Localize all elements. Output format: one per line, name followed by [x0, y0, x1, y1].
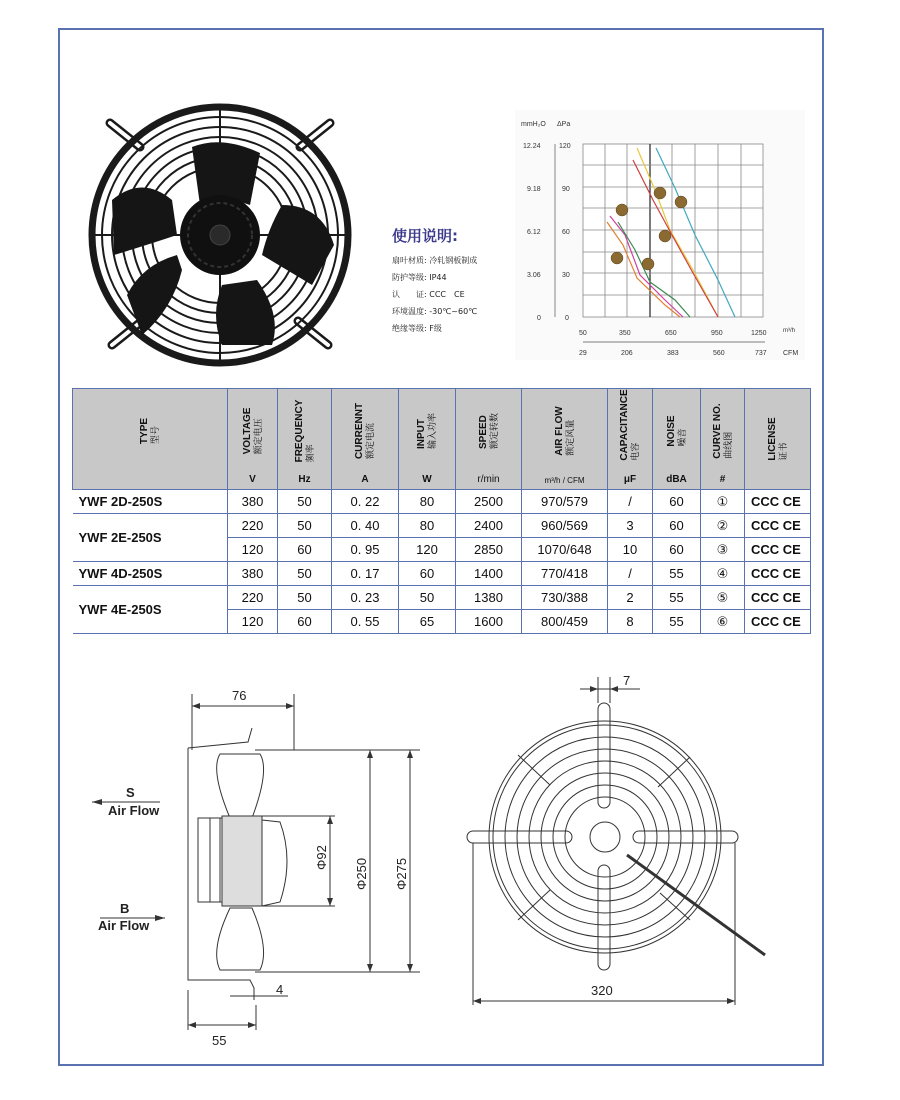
dim-depth-55: 55 [212, 1033, 227, 1048]
spec-insulation-class: 绝缘等级: F级 [392, 324, 442, 333]
header-type: TYPE 型号 [73, 389, 228, 490]
model-name: YWF 2D-250S [73, 490, 228, 514]
table-row: 120 60 0. 55 65 1600 800/459 8 55 ⑥ CCC CE [73, 610, 811, 634]
airflow-s-text: Air Flow [108, 803, 160, 818]
header-capacitance: CAPACITANCE 电容 μF [608, 389, 653, 490]
svg-text:m³/h: m³/h [783, 328, 795, 334]
table-row: 120 60 0. 95 120 2850 1070/648 10 60 ③ CCC CE [73, 538, 811, 562]
svg-text:6.12: 6.12 [527, 229, 541, 236]
dim-depth-76: 76 [232, 688, 247, 703]
svg-text:383: 383 [667, 350, 679, 357]
svg-text:206: 206 [621, 350, 633, 357]
dim-blade-diameter: Φ250 [354, 857, 369, 890]
svg-text:350: 350 [619, 330, 631, 337]
spec-certification: 认 证: CCC CE [392, 290, 465, 299]
fan-product-photo [82, 95, 362, 370]
header-curve-no: CURVE NO. 曲线图 # [701, 389, 745, 490]
spec-protection-class: 防护等级: IP44 [392, 273, 447, 282]
header-license: LICENSE 证书 [745, 389, 811, 490]
table-row: YWF 2E-250S 220 50 0. 40 80 2400 960/569 3 60 ② CCC CE [73, 514, 811, 538]
svg-text:950: 950 [711, 330, 723, 337]
svg-text:560: 560 [713, 350, 725, 357]
airflow-b-label: B [120, 901, 130, 916]
header-current: CURRENNT 额定电流 A [332, 389, 399, 490]
svg-text:90: 90 [562, 186, 570, 193]
airflow-b-text: Air Flow [98, 918, 150, 933]
svg-text:737: 737 [755, 350, 767, 357]
header-voltage: VOLTAGE 额定电压 V [228, 389, 278, 490]
svg-text:60: 60 [562, 229, 570, 236]
table-row: YWF 4D-250S 380 50 0. 17 60 1400 770/418 / 55 ④ CCC CE [73, 562, 811, 586]
svg-text:29: 29 [579, 350, 587, 357]
svg-text:3.06: 3.06 [527, 272, 541, 279]
svg-text:50: 50 [579, 330, 587, 337]
header-input: INPUT 输入功率 W [399, 389, 456, 490]
svg-text:12.24: 12.24 [523, 143, 541, 150]
front-view-drawing [455, 665, 775, 1025]
spec-ambient-temp: 环境温度: -30℃~60℃ [392, 307, 478, 316]
table-row: YWF 4E-250S 220 50 0. 23 50 1380 730/388 2 55 ⑤ CCC CE [73, 586, 811, 610]
svg-text:CFM: CFM [783, 350, 799, 357]
dim-bar-width-7: 7 [623, 673, 631, 688]
specification-table [72, 388, 811, 634]
chart-y-left-unit: mmH₂O [521, 121, 546, 128]
usage-instructions-title: 使用说明: [392, 227, 458, 245]
model-name: YWF 4D-250S [73, 562, 228, 586]
header-noise: NOISE 噪音 dBA [653, 389, 701, 490]
svg-text:650: 650 [665, 330, 677, 337]
model-name: YWF 4E-250S [73, 586, 228, 634]
side-view-drawing [80, 670, 440, 1050]
dim-hub-diameter: Φ92 [314, 845, 329, 870]
dim-thickness-4: 4 [276, 982, 284, 997]
table-row: YWF 2D-250S 380 50 0. 22 80 2500 970/579 / 60 ① CCC CE [73, 490, 811, 514]
svg-text:0: 0 [537, 315, 541, 322]
svg-text:30: 30 [562, 272, 570, 279]
model-name: YWF 2E-250S [73, 514, 228, 562]
performance-chart [515, 110, 805, 360]
dim-guard-diameter: Φ275 [394, 857, 409, 890]
airflow-s-label: S [126, 785, 135, 800]
dim-width-320: 320 [591, 983, 613, 998]
header-airflow: AIR FLOW 额定风量 m³/h / CFM [522, 389, 608, 490]
spec-blade-material: 扇叶材质: 冷轧钢板制成 [392, 256, 478, 265]
svg-text:9.18: 9.18 [527, 186, 541, 193]
table-header-row [73, 389, 811, 490]
header-speed: SPEED 额定转数 r/min [456, 389, 522, 490]
chart-y-right-unit: ΔPa [557, 121, 571, 128]
svg-text:120: 120 [559, 143, 571, 150]
svg-text:1250: 1250 [751, 330, 767, 337]
header-frequency: FREQUENCY 频率 Hz [278, 389, 332, 490]
svg-text:0: 0 [565, 315, 569, 322]
